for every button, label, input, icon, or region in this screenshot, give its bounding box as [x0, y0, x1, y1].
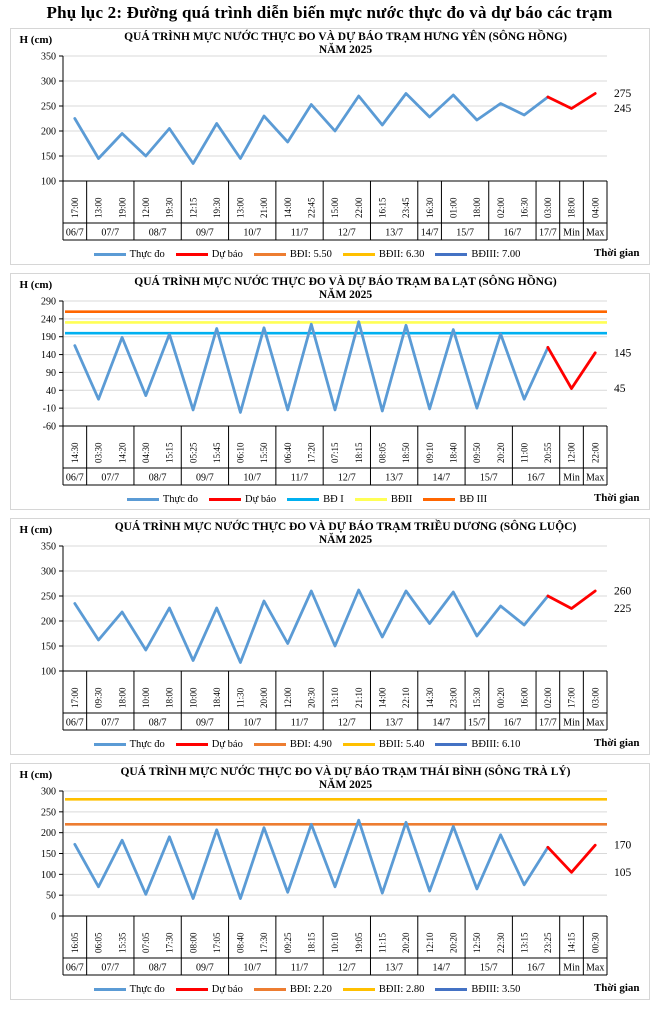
svg-text:150: 150 — [40, 849, 56, 860]
chart-ba-lat — [10, 273, 650, 510]
svg-text:100: 100 — [40, 666, 56, 678]
date-label: 11/7 — [290, 472, 308, 484]
time-label: 16:00 — [518, 687, 529, 708]
date-label: 10/7 — [242, 472, 261, 484]
svg-text:200: 200 — [40, 616, 56, 628]
time-label: 14:30 — [424, 687, 435, 708]
date-label: 14/7 — [432, 717, 450, 729]
time-label: 18:40 — [211, 687, 222, 708]
time-label: 01:00 — [447, 197, 458, 218]
legend-label: Dự báo — [211, 739, 243, 750]
time-label: 17:30 — [164, 932, 175, 953]
legend-label: Thực đo — [162, 494, 199, 505]
x-axis-title: Thời gian — [593, 737, 640, 749]
legend-line-swatch — [176, 253, 208, 256]
legend-item — [435, 249, 520, 260]
date-label: 17/7 — [538, 717, 557, 729]
time-label: 21:00 — [258, 197, 269, 218]
chart-title — [57, 766, 635, 792]
date-label: Min — [562, 472, 580, 484]
legend-line-swatch — [127, 498, 159, 501]
legend-item — [127, 494, 198, 505]
time-label: 16:05 — [69, 932, 80, 953]
date-label: 06/7 — [65, 472, 84, 484]
legend-item — [343, 249, 425, 260]
time-label: 03:30 — [93, 442, 104, 463]
date-label: 10/7 — [242, 962, 261, 974]
legend-line-swatch — [435, 253, 467, 256]
date-label: 08/7 — [148, 227, 166, 239]
time-label: 18:40 — [447, 442, 458, 463]
time-label: 18:15 — [306, 932, 317, 953]
time-label: 19:00 — [116, 197, 127, 218]
chart-title-line1: QUÁ TRÌNH MỰC NƯỚC THỰC ĐO VÀ DỰ BÁO TRẠM THÁI BÌNH (SÔNG TRÀ LÝ) — [120, 766, 571, 778]
time-label: 17:00 — [69, 687, 80, 708]
observed-line — [74, 590, 547, 663]
time-label: 23:25 — [542, 932, 553, 953]
date-label: 11/7 — [290, 717, 308, 729]
date-label: 08/7 — [148, 472, 166, 484]
date-label: Min — [562, 227, 580, 239]
legend-line-swatch — [423, 498, 455, 501]
date-label: 06/7 — [65, 227, 84, 239]
svg-text:250: 250 — [40, 807, 56, 819]
date-label: 14/7 — [420, 227, 438, 239]
legend-label: BĐII: 2.80 — [378, 984, 425, 995]
svg-text:100: 100 — [40, 869, 56, 881]
legend-item — [287, 494, 344, 505]
date-label: 14/7 — [432, 472, 450, 484]
chart-trieu-duong — [10, 518, 650, 755]
legend-label: BĐII — [390, 494, 413, 505]
svg-text:350: 350 — [40, 51, 56, 63]
time-label: 09:10 — [424, 442, 435, 463]
time-label: 12:10 — [424, 932, 435, 953]
time-label: 09:30 — [93, 687, 104, 708]
legend-item — [435, 739, 520, 750]
thai-binh-legend — [41, 984, 574, 995]
chart-title — [57, 31, 635, 57]
time-label: 03:00 — [589, 687, 600, 708]
legend-label: BĐ I — [323, 494, 344, 505]
legend-item — [176, 984, 243, 995]
chart-thai-binh — [10, 763, 650, 1000]
y-axis-title: H (cm) — [19, 34, 53, 46]
data-label: 260 — [613, 585, 631, 598]
svg-text:50: 50 — [45, 890, 56, 902]
time-label: 20:20 — [400, 932, 411, 953]
end-value-labels — [614, 88, 632, 115]
legend-label: BĐII: 6.30 — [378, 249, 425, 260]
time-label: 13:00 — [235, 197, 246, 218]
time-label: 22:10 — [400, 687, 411, 708]
legend-label: Dự báo — [211, 984, 243, 995]
svg-text:40: 40 — [45, 385, 56, 397]
data-label: 170 — [613, 839, 631, 852]
legend-label: BĐII: 5.40 — [378, 739, 425, 750]
date-label: 09/7 — [195, 717, 214, 729]
time-label: 02:00 — [542, 687, 553, 708]
gridlines-and-yticks — [41, 297, 607, 433]
date-label: 13/7 — [384, 227, 403, 239]
time-label: 06:05 — [93, 932, 104, 953]
legend-line-swatch — [254, 988, 286, 991]
legend-label: BĐIII: 3.50 — [471, 984, 521, 995]
time-label: 15:00 — [329, 197, 340, 218]
legend-line-swatch — [254, 743, 286, 746]
time-label: 04:00 — [589, 197, 600, 218]
date-label: 11/7 — [290, 962, 308, 974]
svg-text:140: 140 — [40, 350, 56, 362]
date-label: Min — [562, 962, 580, 974]
time-label: 20:30 — [306, 687, 317, 708]
legend-label: Thực đo — [129, 739, 165, 750]
time-label: 15:35 — [116, 932, 127, 953]
date-label: 13/7 — [384, 962, 403, 974]
svg-text:300: 300 — [40, 786, 56, 798]
legend-line-swatch — [287, 498, 319, 501]
legend-label: BĐIII: 6.10 — [471, 739, 521, 750]
end-value-labels — [614, 586, 632, 616]
time-label: 07:15 — [329, 442, 340, 463]
legend-label: Thực đo — [129, 249, 165, 260]
time-label: 15:45 — [211, 442, 222, 463]
end-value-labels — [614, 347, 632, 395]
time-label: 19:30 — [211, 197, 222, 218]
hung-yen-plot — [11, 29, 649, 243]
time-label: 17:05 — [211, 932, 222, 953]
time-label: 11:00 — [518, 442, 529, 463]
date-label: 06/7 — [65, 962, 84, 974]
time-label: 10:10 — [329, 932, 340, 953]
date-label: 07/7 — [100, 962, 119, 974]
date-label: 12/7 — [337, 962, 356, 974]
time-label: 23:45 — [400, 197, 411, 218]
time-label: 16:30 — [518, 197, 529, 218]
y-axis-title: H (cm) — [19, 279, 53, 291]
svg-text:300: 300 — [40, 566, 56, 578]
time-label: 18:00 — [471, 197, 482, 218]
legend-item — [209, 494, 276, 505]
time-label: 05:25 — [187, 442, 198, 463]
time-label: 15:15 — [164, 442, 175, 463]
time-label: 09:50 — [471, 442, 482, 463]
date-label: 08/7 — [148, 717, 166, 729]
date-label: 15/7 — [479, 472, 498, 484]
time-label: 13:00 — [93, 197, 104, 218]
svg-text:150: 150 — [40, 641, 56, 653]
forecast-line — [547, 845, 594, 872]
time-label: 09:25 — [282, 932, 293, 953]
date-label: 10/7 — [242, 717, 261, 729]
chart-title-line2: NĂM 2025 — [318, 289, 373, 301]
chart-title-line2: NĂM 2025 — [318, 534, 373, 546]
date-label: 09/7 — [195, 962, 214, 974]
svg-text:200: 200 — [40, 828, 56, 840]
trieu-duong-plot — [11, 519, 649, 733]
time-label: 14:30 — [69, 442, 80, 463]
time-label: 20:20 — [447, 932, 458, 953]
legend-line-swatch — [94, 988, 126, 991]
x-axis — [63, 181, 607, 240]
date-label: 09/7 — [195, 472, 214, 484]
time-label: 12:00 — [282, 687, 293, 708]
svg-text:-10: -10 — [42, 403, 56, 415]
legend-line-swatch — [254, 253, 286, 256]
time-label: 18:00 — [164, 687, 175, 708]
time-label: 08:05 — [377, 442, 388, 463]
chart-hung-yen — [10, 28, 650, 265]
date-label: Max — [585, 227, 604, 239]
legend-item — [343, 984, 425, 995]
svg-text:150: 150 — [40, 151, 56, 163]
time-label: 14:15 — [566, 932, 577, 953]
legend-item — [423, 494, 487, 505]
chart-title — [57, 276, 635, 302]
time-label: 20:55 — [542, 442, 553, 463]
time-label: 08:00 — [187, 932, 198, 953]
legend-line-swatch — [94, 743, 126, 746]
chart-title-line1: QUÁ TRÌNH MỰC NƯỚC THỰC ĐO VÀ DỰ BÁO TRẠM BA LẠT (SÔNG HỒNG) — [134, 276, 557, 288]
time-label: 16:15 — [377, 197, 388, 218]
time-label: 06:40 — [282, 442, 293, 463]
legend-item — [254, 984, 332, 995]
time-label: 16:30 — [424, 197, 435, 218]
legend-line-swatch — [435, 988, 467, 991]
legend-line-swatch — [343, 988, 375, 991]
time-label: 14:20 — [116, 442, 127, 463]
gridlines-and-yticks — [41, 542, 607, 678]
svg-text:250: 250 — [40, 101, 56, 113]
time-label: 17:00 — [566, 687, 577, 708]
date-label: 10/7 — [242, 227, 261, 239]
time-label: 15:30 — [471, 687, 482, 708]
date-label: Max — [585, 962, 604, 974]
legend-item — [94, 984, 165, 995]
time-label: 00:20 — [495, 687, 506, 708]
time-label: 17:00 — [69, 197, 80, 218]
legend-label: BĐI: 2.20 — [289, 984, 332, 995]
time-label: 13:15 — [518, 932, 529, 953]
time-label: 14:00 — [282, 197, 293, 218]
date-label: 16/7 — [503, 717, 521, 729]
legend-label: Thực đo — [129, 984, 165, 995]
time-label: 19:30 — [164, 197, 175, 218]
legend-item — [94, 739, 165, 750]
legend-line-swatch — [94, 253, 126, 256]
legend-label: BĐI: 5.50 — [289, 249, 332, 260]
data-label: 45 — [613, 383, 625, 395]
time-label: 22:30 — [495, 932, 506, 953]
x-axis — [63, 426, 607, 485]
y-axis-title: H (cm) — [19, 524, 53, 536]
time-label: 17:30 — [258, 932, 269, 953]
date-label: 13/7 — [384, 472, 403, 484]
threshold-lines — [65, 312, 607, 333]
time-label: 14:00 — [377, 687, 388, 708]
legend-item — [254, 739, 332, 750]
time-label: 07:05 — [140, 932, 151, 953]
date-label: 14/7 — [432, 962, 450, 974]
page-title: Phụ lục 2: Đường quá trình diễn biến mực nước thực đo và dự báo các trạm — [46, 3, 613, 22]
date-label: 12/7 — [337, 717, 356, 729]
date-label: 17/7 — [538, 227, 557, 239]
time-label: 22:00 — [589, 442, 600, 463]
svg-text:240: 240 — [40, 314, 56, 326]
svg-text:250: 250 — [40, 591, 56, 603]
date-label: Max — [585, 472, 604, 484]
date-label: 06/7 — [65, 717, 84, 729]
data-label: 145 — [613, 347, 631, 360]
date-label: 15/7 — [479, 962, 498, 974]
legend-item — [435, 984, 520, 995]
time-label: 21:10 — [353, 687, 364, 708]
legend-line-swatch — [176, 988, 208, 991]
data-label: 105 — [613, 866, 631, 879]
legend-label: BĐ III — [459, 494, 488, 505]
svg-text:190: 190 — [40, 332, 56, 344]
time-label: 02:00 — [495, 197, 506, 218]
svg-text:200: 200 — [40, 126, 56, 138]
time-label: 04:30 — [140, 442, 151, 463]
legend-item — [254, 249, 332, 260]
svg-text:350: 350 — [40, 541, 56, 553]
time-label: 12:50 — [471, 932, 482, 953]
time-label: 12:00 — [140, 197, 151, 218]
legend-label: BĐIII: 7.00 — [471, 249, 521, 260]
x-axis — [63, 916, 607, 975]
ba-lat-plot — [11, 274, 649, 488]
date-label: 15/7 — [455, 227, 474, 239]
date-label: 16/7 — [526, 472, 545, 484]
time-label: 18:50 — [400, 442, 411, 463]
svg-text:300: 300 — [40, 76, 56, 88]
time-label: 06:10 — [235, 442, 246, 463]
x-axis-title: Thời gian — [593, 492, 640, 504]
time-label: 11:30 — [235, 687, 246, 708]
forecast-line — [547, 347, 594, 388]
legend-item — [94, 249, 165, 260]
data-label: 275 — [613, 88, 631, 100]
time-label: 22:00 — [353, 197, 364, 218]
time-label: 17:20 — [306, 442, 317, 463]
x-axis — [63, 671, 607, 730]
time-label: 23:00 — [447, 687, 458, 708]
data-label: 225 — [613, 603, 631, 615]
legend-line-swatch — [435, 743, 467, 746]
date-label: 08/7 — [148, 962, 166, 974]
date-label: 15/7 — [467, 717, 486, 729]
date-label: 16/7 — [503, 227, 521, 239]
chart-title — [57, 521, 635, 547]
time-label: 10:00 — [140, 687, 151, 708]
hung-yen-legend — [41, 249, 574, 260]
date-label: 16/7 — [526, 962, 545, 974]
time-label: 22:45 — [306, 197, 317, 218]
date-label: Min — [562, 717, 580, 729]
date-label: 12/7 — [337, 227, 356, 239]
legend-item — [343, 739, 425, 750]
date-label: 07/7 — [100, 472, 119, 484]
chart-title-line2: NĂM 2025 — [318, 779, 373, 791]
legend-line-swatch — [176, 743, 208, 746]
trieu-duong-legend — [41, 739, 574, 750]
svg-text:290: 290 — [40, 296, 56, 308]
time-label: 08:40 — [235, 932, 246, 953]
time-label: 15:50 — [258, 442, 269, 463]
legend-label: Dự báo — [211, 249, 243, 260]
chart-title-line2: NĂM 2025 — [318, 44, 373, 56]
svg-text:90: 90 — [45, 367, 56, 379]
time-label: 20:20 — [495, 442, 506, 463]
legend-line-swatch — [209, 498, 241, 501]
time-label: 10:00 — [187, 687, 198, 708]
date-label: 07/7 — [100, 227, 119, 239]
time-label: 18:00 — [116, 687, 127, 708]
svg-text:0: 0 — [50, 911, 56, 923]
time-label: 18:15 — [353, 442, 364, 463]
legend-line-swatch — [355, 498, 387, 501]
date-label: 12/7 — [337, 472, 356, 484]
time-label: 11:15 — [377, 932, 388, 953]
y-axis-title: H (cm) — [19, 769, 53, 781]
legend-label: Dự báo — [245, 494, 277, 505]
forecast-line — [547, 591, 594, 609]
legend-label: BĐI: 4.90 — [289, 739, 332, 750]
time-label: 18:00 — [566, 197, 577, 218]
time-label: 13:10 — [329, 687, 340, 708]
svg-text:100: 100 — [40, 176, 56, 188]
end-value-labels — [614, 840, 632, 879]
date-label: 13/7 — [384, 717, 403, 729]
chart-title-line1: QUÁ TRÌNH MỰC NƯỚC THỰC ĐO VÀ DỰ BÁO TRẠM TRIỀU DƯƠNG (SÔNG LUỘC) — [114, 521, 577, 533]
legend-item — [176, 739, 243, 750]
legend-item — [355, 494, 413, 505]
observed-line — [74, 322, 547, 413]
observed-line — [74, 820, 547, 898]
thai-binh-plot — [11, 764, 649, 978]
x-axis-title: Thời gian — [593, 247, 640, 259]
time-label: 12:15 — [187, 197, 198, 218]
chart-title-line1: QUÁ TRÌNH MỰC NƯỚC THỰC ĐO VÀ DỰ BÁO TRẠM HƯNG YÊN (SÔNG HỒNG) — [124, 31, 567, 43]
time-label: 00:30 — [589, 932, 600, 953]
legend-line-swatch — [343, 743, 375, 746]
svg-text:-60: -60 — [42, 421, 56, 433]
date-label: 11/7 — [290, 227, 308, 239]
time-label: 19:05 — [353, 932, 364, 953]
time-label: 20:00 — [258, 687, 269, 708]
data-label: 245 — [613, 103, 631, 115]
x-axis-title: Thời gian — [593, 982, 640, 994]
time-label: 03:00 — [542, 197, 553, 218]
date-label: 07/7 — [100, 717, 119, 729]
legend-item — [176, 249, 243, 260]
observed-line — [74, 94, 547, 164]
time-label: 12:00 — [566, 442, 577, 463]
ba-lat-legend — [41, 494, 574, 505]
legend-line-swatch — [343, 253, 375, 256]
date-label: 09/7 — [195, 227, 214, 239]
date-label: Max — [585, 717, 604, 729]
